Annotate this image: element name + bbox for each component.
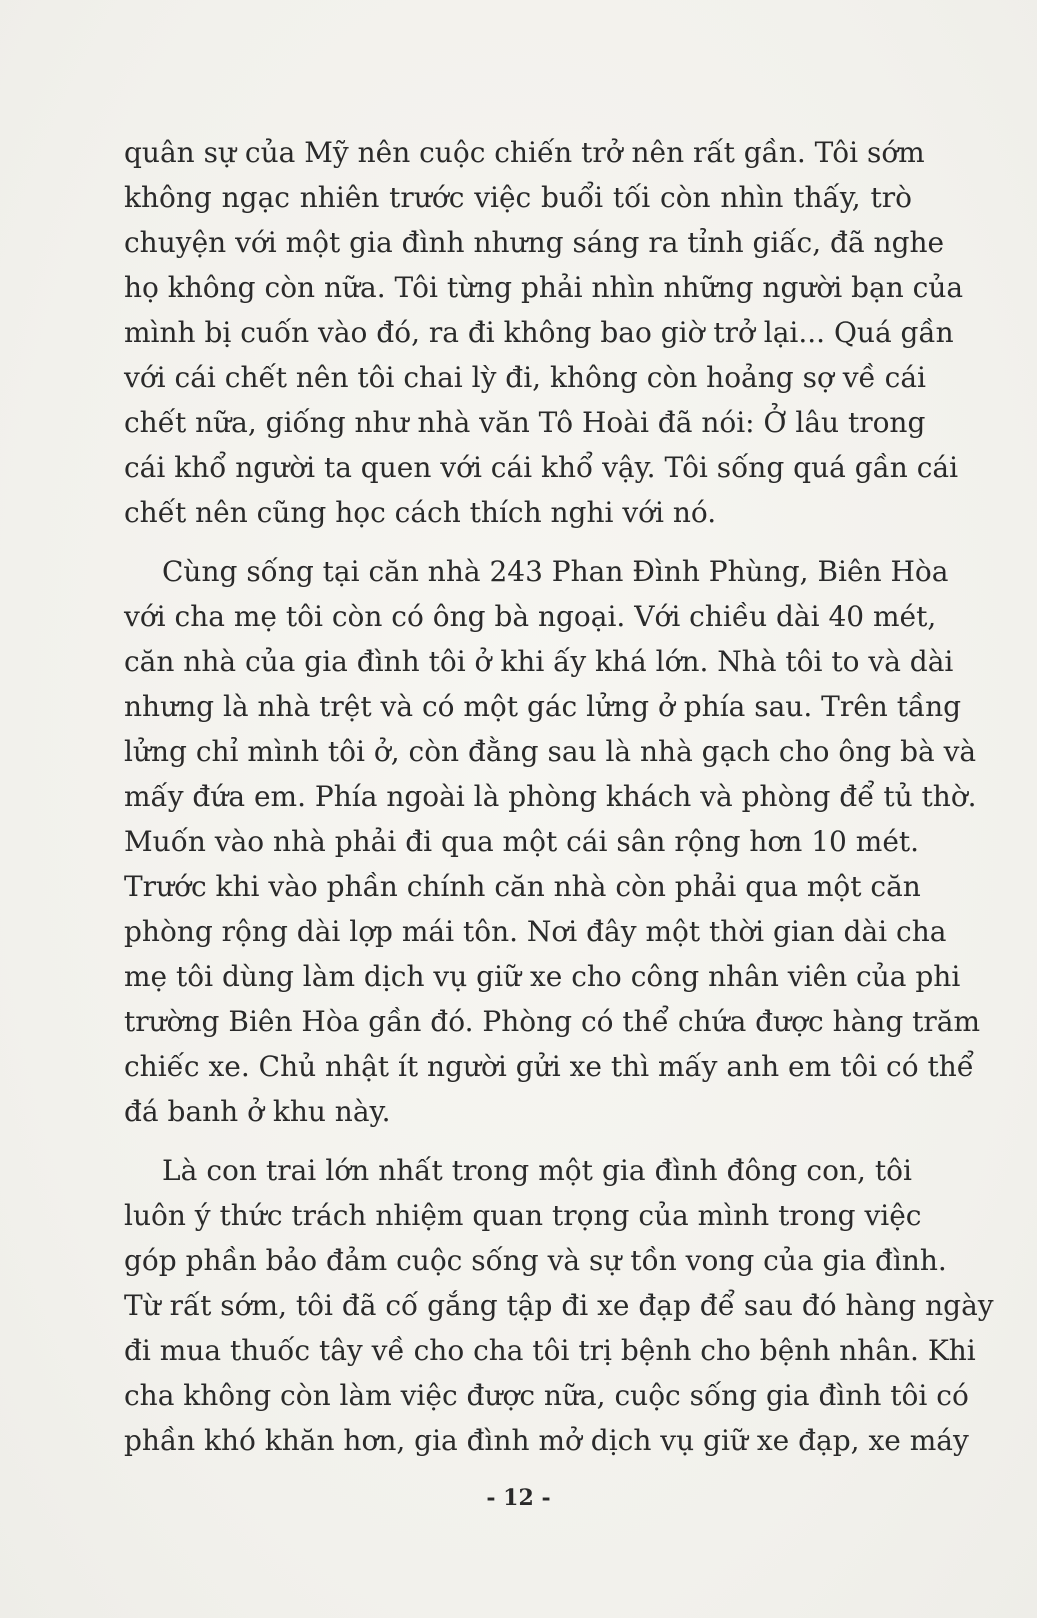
text-line: Cùng sống tại căn nhà 243 Phan Đình Phùng, Biên Hòa bbox=[162, 555, 949, 588]
text-line: Là con trai lớn nhất trong một gia đình đông con, tôi bbox=[162, 1154, 912, 1187]
text-line: quân sự của Mỹ nên cuộc chiến trở nên rất gần. Tôi sớm bbox=[124, 136, 925, 169]
text-line: với cha mẹ tôi còn có ông bà ngoại. Với chiều dài 40 mét, bbox=[124, 600, 937, 633]
text-line: Muốn vào nhà phải đi qua một cái sân rộng hơn 10 mét. bbox=[124, 825, 920, 858]
paragraph-gap bbox=[124, 1134, 912, 1148]
text-line: chết nên cũng học cách thích nghi với nó. bbox=[124, 496, 717, 529]
paragraph-gap bbox=[124, 535, 912, 549]
text-line: trường Biên Hòa gần đó. Phòng có thể chứa được hàng trăm bbox=[124, 1005, 981, 1038]
text-line: không ngạc nhiên trước việc buổi tối còn nhìn thấy, trò bbox=[124, 181, 912, 214]
text-line: chết nữa, giống như nhà văn Tô Hoài đã nói: Ở lâu trong bbox=[124, 406, 926, 439]
text-line: mấy đứa em. Phía ngoài là phòng khách và phòng để tủ thờ. bbox=[124, 780, 977, 813]
text-line: đá banh ở khu này. bbox=[124, 1095, 391, 1128]
text-line: nhưng là nhà trệt và có một gác lửng ở phía sau. Trên tầng bbox=[124, 690, 962, 723]
body-text bbox=[124, 130, 994, 1463]
text-line: căn nhà của gia đình tôi ở khi ấy khá lớn. Nhà tôi to và dài bbox=[124, 645, 954, 678]
text-line: họ không còn nữa. Tôi từng phải nhìn những người bạn của bbox=[124, 271, 964, 304]
text-line: đi mua thuốc tây về cho cha tôi trị bệnh cho bệnh nhân. Khi bbox=[124, 1334, 976, 1367]
text-line: mẹ tôi dùng làm dịch vụ giữ xe cho công nhân viên của phi bbox=[124, 960, 961, 993]
text-line: cái khổ người ta quen với cái khổ vậy. Tôi sống quá gần cái bbox=[124, 451, 959, 484]
text-line: luôn ý thức trách nhiệm quan trọng của mình trong việc bbox=[124, 1199, 922, 1232]
paragraph bbox=[124, 1148, 994, 1463]
text-line: với cái chết nên tôi chai lỳ đi, không còn hoảng sợ về cái bbox=[124, 361, 927, 394]
text-line: phòng rộng dài lợp mái tôn. Nơi đây một thời gian dài cha bbox=[124, 915, 947, 948]
text-line: mình bị cuốn vào đó, ra đi không bao giờ trở lại... Quá gần bbox=[124, 316, 954, 349]
text-line: chuyện với một gia đình nhưng sáng ra tỉnh giấc, đã nghe bbox=[124, 226, 945, 259]
paragraph bbox=[124, 130, 964, 535]
text-line: lửng chỉ mình tôi ở, còn đằng sau là nhà gạch cho ông bà và bbox=[124, 735, 977, 768]
text-line: cha không còn làm việc được nữa, cuộc sống gia đình tôi có bbox=[124, 1379, 969, 1412]
text-line: Từ rất sớm, tôi đã cố gắng tập đi xe đạp để sau đó hàng ngày bbox=[124, 1289, 994, 1322]
text-line: góp phần bảo đảm cuộc sống và sự tồn vong của gia đình. bbox=[124, 1244, 947, 1277]
text-line: phần khó khăn hơn, gia đình mở dịch vụ giữ xe đạp, xe máy bbox=[124, 1424, 969, 1457]
paragraph bbox=[124, 549, 981, 1134]
page-number: - 12 - bbox=[486, 1485, 551, 1511]
text-line: chiếc xe. Chủ nhật ít người gửi xe thì mấy anh em tôi có thể bbox=[124, 1050, 974, 1083]
text-line: Trước khi vào phần chính căn nhà còn phải qua một căn bbox=[124, 870, 921, 903]
